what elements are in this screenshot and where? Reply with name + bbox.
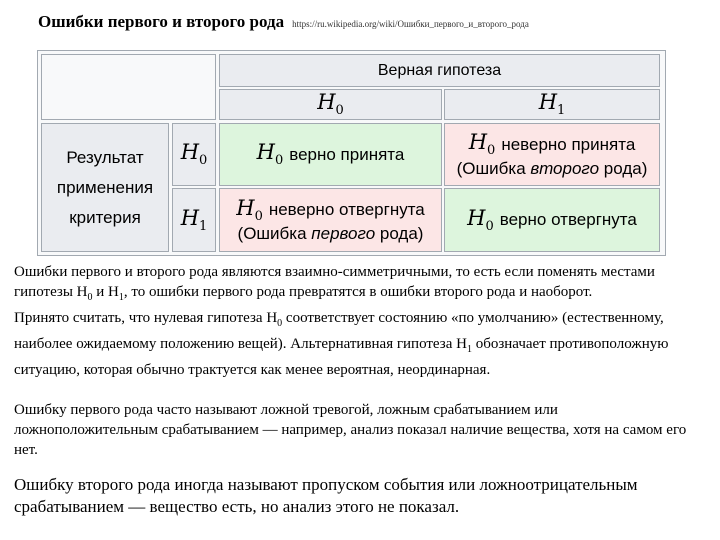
row-header-h0 <box>172 123 216 186</box>
row-group-header <box>41 123 169 252</box>
col-group-header-label: Верная гипотеза <box>377 61 502 79</box>
hypothesis-table <box>37 50 666 256</box>
paragraph-gap <box>14 380 704 400</box>
table-corner <box>41 54 216 120</box>
cell-h1-h1-text: верно отвергнута <box>499 210 637 229</box>
cell-h1-rejected-correct: $H_0$ верно отвергнута <box>444 188 660 252</box>
page-title: Ошибки первого и второго рода <box>38 12 285 31</box>
row-h1-label: $H_1$ <box>180 205 208 235</box>
cell-h0-h1-text: неверно принята <box>501 134 636 154</box>
type-i-label: (Ошибка первого рода) <box>237 224 424 244</box>
paragraph-type-ii: Ошибку второго рода иногда называют пропуском события или ложноотрицательным срабатыванием — вещество есть, но анализ этого не показал. <box>14 475 638 516</box>
col-h1-label: $H_1$ <box>538 90 566 119</box>
row-group-header-label: Результат применения критерия <box>56 147 154 227</box>
paragraph-null-hypothesis: Принято считать, что нулевая гипотеза $H_0$ соответствует состоянию «по умолчанию» (естественному, наиболее ожидаемому положению вещей). Альтернативная гипотеза $H_1$ обозначает противоположную ситуацию, которая обычно трактуется как менее вероятная, неординарная. <box>14 310 669 378</box>
row-header-h1 <box>172 188 216 252</box>
title-row <box>38 12 529 32</box>
col-h0-label: $H_0$ <box>317 90 344 119</box>
col-header-h0 <box>219 89 442 120</box>
body-text <box>14 262 704 518</box>
cell-type-ii-error: $H_0$ неверно принята (Ошибка второго рода) <box>444 123 660 186</box>
type-ii-label: (Ошибка второго рода) <box>456 158 648 178</box>
source-url[interactable]: https://ru.wikipedia.org/wiki/Ошибки_первого_и_второго_рода <box>292 19 529 29</box>
row-h0-label: $H_0$ <box>180 140 208 169</box>
cell-type-i-error: $H_0$ неверно отвергнута (Ошибка первого рода) <box>219 188 442 252</box>
col-header-h1 <box>444 89 660 120</box>
paragraph-type-i: Ошибку первого рода часто называют ложной тревогой, ложным срабатыванием или ложноположительным срабатыванием — например, анализ показал наличие вещества, хотя на самом его нет. <box>14 402 687 458</box>
cell-h0-h0-text: верно принята <box>289 144 405 164</box>
cell-h0-accepted-correct: $H_0$ верно принята <box>219 123 442 186</box>
paragraph-symmetry: Ошибки первого и второго рода являются взаимно-симметричными, то есть если поменять местами гипотезы $H_0$ и $H_1$, то ошибки первого рода превратятся в ошибки второго рода и наоборот. <box>14 264 655 303</box>
col-group-header <box>219 54 660 87</box>
cell-h1-h0-text: неверно отвергнута <box>268 200 425 219</box>
